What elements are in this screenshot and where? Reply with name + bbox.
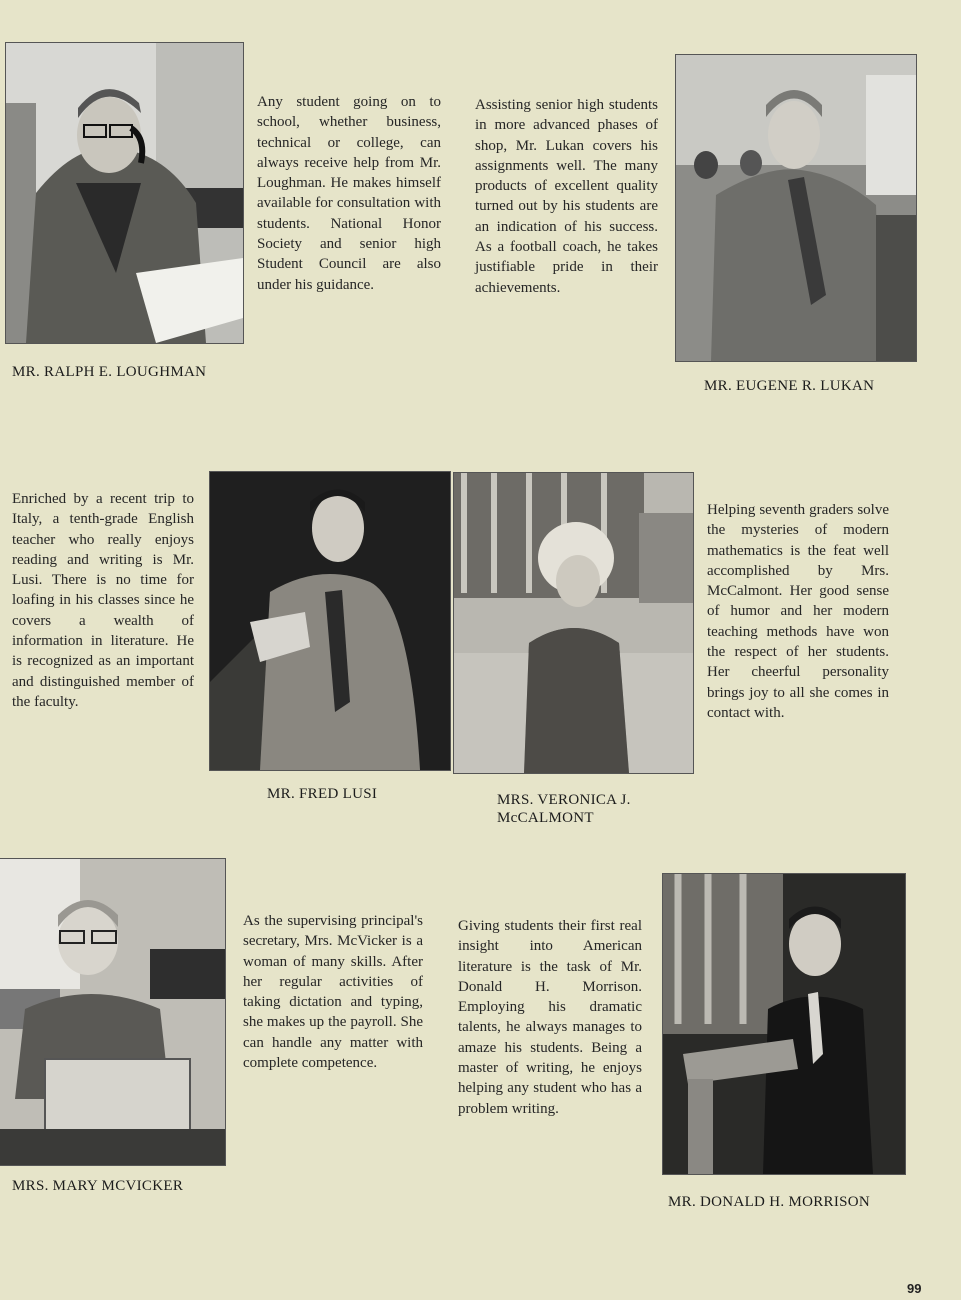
photo-lukan	[675, 54, 917, 362]
bio-lukan: Assisting senior high students in more advanced phases of shop, Mr. Lukan covers his assignments well. The many products of excellent quality turned out by his students are an indication of his success. As a football coach, he takes justifiable pride in their achievements.	[475, 97, 658, 296]
photo-mccalmont	[453, 472, 694, 774]
bio-morrison: Giving students their first real insight into American literature is the task of Mr. Donald H. Morrison. Employing his dramatic talents, he always manages to amaze his students. Being a master of writing, he enjoys helping any student who has a problem writing.	[458, 918, 642, 1117]
caption-morrison: MR. DONALD H. MORRISON	[668, 1194, 871, 1210]
photo-morrison	[662, 873, 906, 1175]
caption-mcvicker: MRS. MARY MCVICKER	[12, 1178, 184, 1194]
caption-loughman: MR. RALPH E. LOUGHMAN	[12, 364, 207, 380]
bio-mcvicker: As the supervising principal's secretary, Mrs. McVicker is a woman of many skills. After her regular activities of taking dictation and typing, she makes up the payroll. She can handle any matter with complete competence.	[243, 913, 423, 1072]
caption-lukan: MR. EUGENE R. LUKAN	[704, 378, 875, 394]
caption-mccalmont-line2: McCALMONT	[497, 810, 594, 826]
caption-lusi: MR. FRED LUSI	[267, 786, 378, 802]
photo-lusi	[209, 471, 451, 771]
bio-loughman: Any student going on to school, whether business, technical or college, can always receive help from Mr. Loughman. He makes himself available for consultation with students. National Honor Society and senior high Student Council are also under his guidance.	[257, 94, 441, 293]
bio-mccalmont: Helping seventh graders solve the mysteries of modern mathematics is the feat well accomplished by Mrs. McCalmont. Her good sense of humor and her modern teaching methods have won the respect of her students. Her cheerful personality brings joy to all she comes in contact with.	[707, 502, 889, 721]
photo-mcvicker	[0, 858, 226, 1166]
bio-lusi: Enriched by a recent trip to Italy, a tenth-grade English teacher who really enjoys reading and writing is Mr. Lusi. There is no time for loafing in his classes since he covers a wealth of information in literature. He is recognized as an important and distinguished member of the faculty.	[12, 491, 194, 710]
photo-loughman	[5, 42, 244, 344]
page-number: 99	[907, 1281, 922, 1296]
caption-mccalmont-line1: MRS. VERONICA J.	[497, 792, 631, 808]
